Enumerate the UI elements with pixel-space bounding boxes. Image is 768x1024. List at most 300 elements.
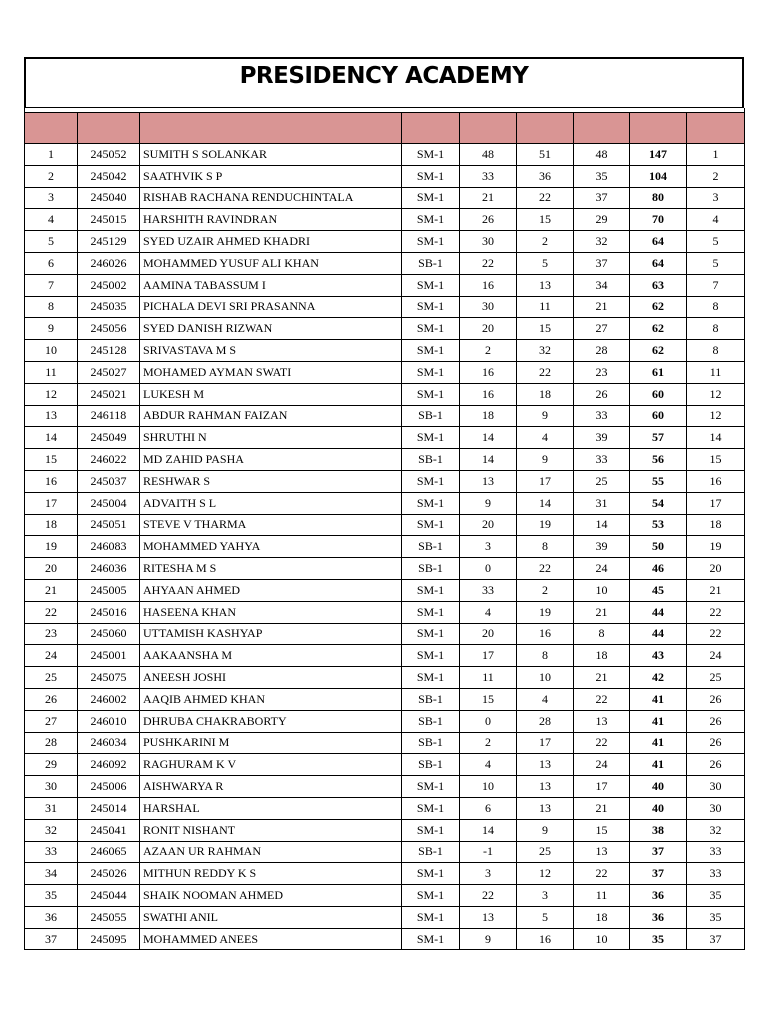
table-row [25, 841, 745, 863]
reg-no-cell: 245055 [78, 906, 140, 928]
rank-cell: 11 [687, 361, 745, 383]
score-cell: 17 [517, 732, 574, 754]
student-name-cell: SHRUTHI N [140, 427, 402, 449]
table-row [25, 688, 745, 710]
table-row [25, 492, 745, 514]
score-cell: 33 [460, 165, 517, 187]
score-cell: 51 [517, 144, 574, 166]
score-cell: 14 [460, 427, 517, 449]
rank-cell: 16 [687, 470, 745, 492]
total-cell: 55 [630, 470, 687, 492]
rank-cell: 1 [687, 144, 745, 166]
table-row [25, 732, 745, 754]
rank-cell: 26 [687, 732, 745, 754]
score-cell: 13 [517, 797, 574, 819]
score-cell: 24 [574, 754, 630, 776]
score-cell: 13 [574, 710, 630, 732]
total-cell: 54 [630, 492, 687, 514]
sl-no-cell: 20 [25, 558, 78, 580]
table-row [25, 252, 745, 274]
table-row [25, 645, 745, 667]
score-cell: 29 [574, 209, 630, 231]
section-cell: SM-1 [402, 819, 460, 841]
rank-cell: 25 [687, 667, 745, 689]
student-name-cell: MD ZAHID PASHA [140, 449, 402, 471]
section-cell: SM-1 [402, 579, 460, 601]
score-cell: 22 [517, 361, 574, 383]
score-cell: 10 [460, 776, 517, 798]
rank-cell: 8 [687, 296, 745, 318]
total-cell: 57 [630, 427, 687, 449]
table-row [25, 536, 745, 558]
score-cell: 13 [517, 754, 574, 776]
score-cell: 48 [460, 144, 517, 166]
student-name-cell: DHRUBA CHAKRABORTY [140, 710, 402, 732]
reg-no-cell: 245128 [78, 340, 140, 362]
table-row [25, 558, 745, 580]
table-row [25, 361, 745, 383]
table-row [25, 754, 745, 776]
score-cell: 13 [517, 274, 574, 296]
sl-no-cell: 3 [25, 187, 78, 209]
student-name-cell: RESHWAR S [140, 470, 402, 492]
reg-no-cell: 245021 [78, 383, 140, 405]
total-cell: 36 [630, 906, 687, 928]
student-name-cell: LUKESH M [140, 383, 402, 405]
section-cell: SM-1 [402, 340, 460, 362]
total-cell: 41 [630, 754, 687, 776]
reg-no-cell: 245095 [78, 928, 140, 950]
score-cell: 10 [574, 579, 630, 601]
score-cell: 23 [574, 361, 630, 383]
score-cell: 21 [574, 296, 630, 318]
total-cell: 37 [630, 841, 687, 863]
score-cell: 16 [517, 928, 574, 950]
score-cell: 18 [517, 383, 574, 405]
sl-no-cell: 12 [25, 383, 78, 405]
total-cell: 62 [630, 296, 687, 318]
score-cell: 15 [460, 688, 517, 710]
table-row [25, 383, 745, 405]
section-cell: SB-1 [402, 841, 460, 863]
section-cell: SM-1 [402, 863, 460, 885]
score-cell: 5 [517, 252, 574, 274]
sl-no-cell: 5 [25, 231, 78, 253]
sl-no-cell: 26 [25, 688, 78, 710]
score-cell: 6 [460, 797, 517, 819]
score-cell: 18 [574, 645, 630, 667]
reg-no-cell: 246036 [78, 558, 140, 580]
table-body [25, 144, 745, 950]
total-cell: 43 [630, 645, 687, 667]
rank-cell: 35 [687, 885, 745, 907]
score-cell: 25 [574, 470, 630, 492]
rank-cell: 20 [687, 558, 745, 580]
table-row [25, 885, 745, 907]
score-cell: 22 [574, 688, 630, 710]
rank-cell: 17 [687, 492, 745, 514]
sl-no-cell: 29 [25, 754, 78, 776]
student-name-cell: PUSHKARINI M [140, 732, 402, 754]
sl-no-cell: 2 [25, 165, 78, 187]
reg-no-cell: 245049 [78, 427, 140, 449]
table-row [25, 601, 745, 623]
total-cell: 37 [630, 863, 687, 885]
score-cell: 19 [517, 601, 574, 623]
score-cell: 26 [460, 209, 517, 231]
section-cell: SM-1 [402, 797, 460, 819]
reg-no-cell: 246026 [78, 252, 140, 274]
student-name-cell: STEVE V THARMA [140, 514, 402, 536]
score-cell: 2 [460, 732, 517, 754]
reg-no-cell: 245006 [78, 776, 140, 798]
reg-no-cell: 245042 [78, 165, 140, 187]
total-cell: 45 [630, 579, 687, 601]
score-cell: 11 [574, 885, 630, 907]
score-cell: 22 [460, 252, 517, 274]
sl-no-cell: 9 [25, 318, 78, 340]
section-cell: SM-1 [402, 514, 460, 536]
reg-no-cell: 245001 [78, 645, 140, 667]
score-cell: 21 [574, 601, 630, 623]
section-cell: SM-1 [402, 209, 460, 231]
score-cell: 16 [460, 361, 517, 383]
section-cell: SB-1 [402, 732, 460, 754]
table-row [25, 710, 745, 732]
section-cell: SM-1 [402, 187, 460, 209]
score-cell: 20 [460, 514, 517, 536]
sl-no-cell: 10 [25, 340, 78, 362]
section-cell: SM-1 [402, 383, 460, 405]
score-cell: 0 [460, 558, 517, 580]
score-cell: 16 [517, 623, 574, 645]
total-cell: 63 [630, 274, 687, 296]
score-cell: 27 [574, 318, 630, 340]
sl-no-cell: 25 [25, 667, 78, 689]
student-name-cell: PICHALA DEVI SRI PRASANNA [140, 296, 402, 318]
rank-cell: 22 [687, 601, 745, 623]
rank-cell: 8 [687, 318, 745, 340]
total-cell: 41 [630, 710, 687, 732]
sl-no-cell: 28 [25, 732, 78, 754]
table-row [25, 819, 745, 841]
table-row [25, 579, 745, 601]
score-cell: 15 [517, 318, 574, 340]
sl-no-cell: 31 [25, 797, 78, 819]
reg-no-cell: 245014 [78, 797, 140, 819]
section-cell: SM-1 [402, 165, 460, 187]
sl-no-cell: 23 [25, 623, 78, 645]
score-cell: 21 [460, 187, 517, 209]
sl-no-cell: 11 [25, 361, 78, 383]
rank-cell: 15 [687, 449, 745, 471]
total-cell: 70 [630, 209, 687, 231]
total-cell: 46 [630, 558, 687, 580]
student-name-cell: HARSHAL [140, 797, 402, 819]
table-row [25, 514, 745, 536]
reg-no-cell: 245037 [78, 470, 140, 492]
header-cell [460, 113, 517, 144]
score-cell: 35 [574, 165, 630, 187]
reg-no-cell: 245015 [78, 209, 140, 231]
student-name-cell: ABDUR RAHMAN FAIZAN [140, 405, 402, 427]
rank-cell: 33 [687, 863, 745, 885]
section-cell: SB-1 [402, 688, 460, 710]
score-cell: 22 [460, 885, 517, 907]
sl-no-cell: 14 [25, 427, 78, 449]
section-cell: SM-1 [402, 231, 460, 253]
section-cell: SB-1 [402, 405, 460, 427]
rank-cell: 3 [687, 187, 745, 209]
student-name-cell: SAATHVIK S P [140, 165, 402, 187]
score-cell: 9 [517, 819, 574, 841]
section-cell: SM-1 [402, 623, 460, 645]
table-row [25, 797, 745, 819]
reg-no-cell: 246065 [78, 841, 140, 863]
score-cell: 13 [574, 841, 630, 863]
reg-no-cell: 246083 [78, 536, 140, 558]
score-cell: 13 [460, 906, 517, 928]
student-name-cell: SHAIK NOOMAN AHMED [140, 885, 402, 907]
total-cell: 40 [630, 797, 687, 819]
header-row [25, 113, 745, 144]
score-cell: 14 [517, 492, 574, 514]
score-cell: 21 [574, 797, 630, 819]
score-cell: 25 [517, 841, 574, 863]
student-name-cell: AISHWARYA R [140, 776, 402, 798]
section-cell: SB-1 [402, 536, 460, 558]
reg-no-cell: 245044 [78, 885, 140, 907]
score-cell: 37 [574, 252, 630, 274]
reg-no-cell: 245004 [78, 492, 140, 514]
score-cell: 28 [517, 710, 574, 732]
score-cell: 9 [460, 492, 517, 514]
reg-no-cell: 245051 [78, 514, 140, 536]
sl-no-cell: 22 [25, 601, 78, 623]
rank-cell: 8 [687, 340, 745, 362]
student-name-cell: SYED UZAIR AHMED KHADRI [140, 231, 402, 253]
total-cell: 36 [630, 885, 687, 907]
rank-cell: 5 [687, 252, 745, 274]
table-row [25, 667, 745, 689]
score-cell: 19 [517, 514, 574, 536]
score-cell: 4 [517, 427, 574, 449]
score-cell: 14 [460, 449, 517, 471]
sl-no-cell: 15 [25, 449, 78, 471]
section-cell: SM-1 [402, 645, 460, 667]
total-cell: 44 [630, 623, 687, 645]
table-row [25, 776, 745, 798]
section-cell: SB-1 [402, 252, 460, 274]
reg-no-cell: 246002 [78, 688, 140, 710]
score-cell: 3 [460, 863, 517, 885]
sl-no-cell: 4 [25, 209, 78, 231]
student-name-cell: SWATHI ANIL [140, 906, 402, 928]
score-cell: 31 [574, 492, 630, 514]
score-cell: 13 [517, 776, 574, 798]
table-row [25, 165, 745, 187]
total-cell: 104 [630, 165, 687, 187]
sl-no-cell: 18 [25, 514, 78, 536]
score-cell: 33 [460, 579, 517, 601]
table-row [25, 187, 745, 209]
total-cell: 38 [630, 819, 687, 841]
rank-cell: 37 [687, 928, 745, 950]
total-cell: 60 [630, 405, 687, 427]
total-cell: 64 [630, 252, 687, 274]
score-cell: 4 [517, 688, 574, 710]
score-cell: 12 [517, 863, 574, 885]
rank-cell: 24 [687, 645, 745, 667]
sl-no-cell: 37 [25, 928, 78, 950]
rank-cell: 22 [687, 623, 745, 645]
score-cell: 14 [460, 819, 517, 841]
reg-no-cell: 246092 [78, 754, 140, 776]
rank-cell: 32 [687, 819, 745, 841]
table-row [25, 427, 745, 449]
reg-no-cell: 245027 [78, 361, 140, 383]
rank-cell: 33 [687, 841, 745, 863]
sl-no-cell: 33 [25, 841, 78, 863]
student-name-cell: RITESHA M S [140, 558, 402, 580]
score-cell: 2 [517, 579, 574, 601]
sl-no-cell: 24 [25, 645, 78, 667]
reg-no-cell: 245052 [78, 144, 140, 166]
section-cell: SM-1 [402, 776, 460, 798]
sheet-title: PRESIDENCY ACADEMY [239, 63, 529, 89]
sl-no-cell: 16 [25, 470, 78, 492]
rank-cell: 30 [687, 776, 745, 798]
score-cell: 9 [517, 405, 574, 427]
sl-no-cell: 34 [25, 863, 78, 885]
score-cell: 17 [460, 645, 517, 667]
sl-no-cell: 35 [25, 885, 78, 907]
score-cell: 8 [517, 645, 574, 667]
score-cell: 32 [574, 231, 630, 253]
section-cell: SB-1 [402, 754, 460, 776]
score-cell: 28 [574, 340, 630, 362]
score-cell: 36 [517, 165, 574, 187]
sl-no-cell: 8 [25, 296, 78, 318]
reg-no-cell: 246034 [78, 732, 140, 754]
total-cell: 44 [630, 601, 687, 623]
score-cell: 2 [517, 231, 574, 253]
student-name-cell: MITHUN REDDY K S [140, 863, 402, 885]
reg-no-cell: 246010 [78, 710, 140, 732]
score-cell: 22 [517, 187, 574, 209]
student-name-cell: RONIT NISHANT [140, 819, 402, 841]
score-cell: 13 [460, 470, 517, 492]
reg-no-cell: 245026 [78, 863, 140, 885]
rank-cell: 35 [687, 906, 745, 928]
total-cell: 53 [630, 514, 687, 536]
total-cell: 62 [630, 340, 687, 362]
reg-no-cell: 245016 [78, 601, 140, 623]
rank-cell: 21 [687, 579, 745, 601]
score-cell: 22 [517, 558, 574, 580]
sl-no-cell: 36 [25, 906, 78, 928]
reg-no-cell: 245005 [78, 579, 140, 601]
section-cell: SM-1 [402, 296, 460, 318]
section-cell: SM-1 [402, 601, 460, 623]
score-cell: 8 [517, 536, 574, 558]
section-cell: SB-1 [402, 449, 460, 471]
score-cell: 18 [460, 405, 517, 427]
score-cell: 39 [574, 427, 630, 449]
student-name-cell: MOHAMMED ANEES [140, 928, 402, 950]
score-cell: 9 [517, 449, 574, 471]
score-cell: 3 [460, 536, 517, 558]
student-name-cell: RISHAB RACHANA RENDUCHINTALA [140, 187, 402, 209]
total-cell: 64 [630, 231, 687, 253]
score-cell: 24 [574, 558, 630, 580]
reg-no-cell: 245002 [78, 274, 140, 296]
section-cell: SB-1 [402, 558, 460, 580]
score-cell: 3 [517, 885, 574, 907]
header-cell [574, 113, 630, 144]
rank-cell: 2 [687, 165, 745, 187]
total-cell: 35 [630, 928, 687, 950]
sl-no-cell: 30 [25, 776, 78, 798]
score-cell: 26 [574, 383, 630, 405]
student-name-cell: SYED DANISH RIZWAN [140, 318, 402, 340]
score-cell: 21 [574, 667, 630, 689]
score-cell: 32 [517, 340, 574, 362]
section-cell: SB-1 [402, 710, 460, 732]
score-cell: -1 [460, 841, 517, 863]
score-cell: 20 [460, 623, 517, 645]
header-cell [140, 113, 402, 144]
total-cell: 41 [630, 732, 687, 754]
student-name-cell: AAMINA TABASSUM I [140, 274, 402, 296]
section-cell: SM-1 [402, 885, 460, 907]
score-cell: 22 [574, 863, 630, 885]
score-cell: 18 [574, 906, 630, 928]
reg-no-cell: 246118 [78, 405, 140, 427]
table-row [25, 296, 745, 318]
student-name-cell: AZAAN UR RAHMAN [140, 841, 402, 863]
sl-no-cell: 7 [25, 274, 78, 296]
score-cell: 10 [517, 667, 574, 689]
student-name-cell: ADVAITH S L [140, 492, 402, 514]
student-name-cell: MOHAMED AYMAN SWATI [140, 361, 402, 383]
rank-cell: 30 [687, 797, 745, 819]
score-cell: 2 [460, 340, 517, 362]
sl-no-cell: 13 [25, 405, 78, 427]
total-cell: 61 [630, 361, 687, 383]
score-cell: 9 [460, 928, 517, 950]
score-cell: 15 [574, 819, 630, 841]
student-name-cell: AAQIB AHMED KHAN [140, 688, 402, 710]
student-name-cell: MOHAMMED YAHYA [140, 536, 402, 558]
header-cell [517, 113, 574, 144]
section-cell: SM-1 [402, 318, 460, 340]
student-name-cell: RAGHURAM K V [140, 754, 402, 776]
score-cell: 30 [460, 296, 517, 318]
student-name-cell: ANEESH JOSHI [140, 667, 402, 689]
score-cell: 17 [574, 776, 630, 798]
header-cell [630, 113, 687, 144]
reg-no-cell: 245035 [78, 296, 140, 318]
results-table [24, 108, 745, 950]
score-cell: 15 [517, 209, 574, 231]
score-cell: 33 [574, 405, 630, 427]
score-cell: 4 [460, 601, 517, 623]
section-cell: SM-1 [402, 928, 460, 950]
score-cell: 20 [460, 318, 517, 340]
score-cell: 8 [574, 623, 630, 645]
rank-cell: 12 [687, 383, 745, 405]
